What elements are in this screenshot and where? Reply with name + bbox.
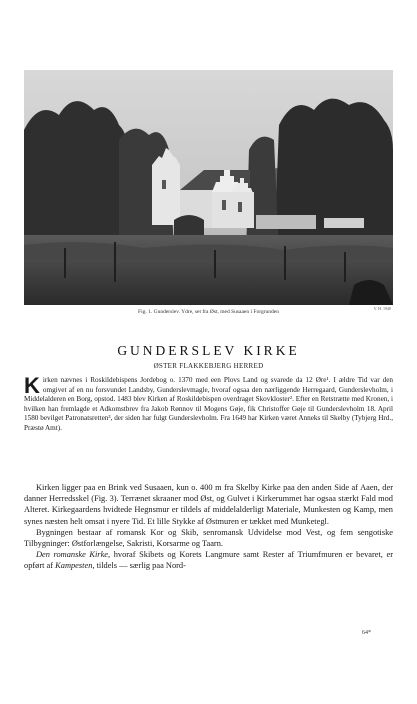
church-photo-image: [24, 70, 393, 305]
italic-term-1: Den romanske Kirke,: [36, 550, 111, 560]
page-number: 64*: [362, 630, 371, 636]
body-text: [24, 482, 393, 572]
intro-paragraph: [24, 373, 393, 433]
body-paragraph-3-mid: hvoraf Skibets og Korets Langmure samt Rester af Triumfmuren er bevaret, er opført af: [24, 550, 393, 571]
church-photo: [24, 70, 393, 305]
italic-term-2: Kampesten,: [55, 561, 95, 571]
body-paragraph-1: Kirken ligger paa en Brink ved Susaaen, kun o. 400 m fra Skelby Kirke paa den anden Side af Aaen, der danner Herredsskel (Fig. 3). Terrænet skraaner mod Øst, og Gulvet i Kirkerummet har ogsaa stærkt Fald mod Alteret. Kirkegaardens hvidtede Hegnsmur er tildels af middelalderligt Materiale, Munkesten og Kamp, men synes næsten helt omsat i nyere Tid. Et lille Stykke af Østmuren er tækket med Munketegl.: [24, 483, 393, 526]
intro-text: irken nævnes i Roskildebispens Jordebog o. 1370 med een Plovs Land og svarede da 12 Øre¹. I ældre Tid var den omgivet af en nu forsvundet Landsby, Gunderslevmagle, hvoraf ogsaa den nærliggende Herregaard, Gunderslevholm, i Middelalderen en Borg, opstod. 1483 blev Kirken af Roskildebispen overdraget Skovkloster². Efter en Retstrætte med Kronen, i hvilken han fremlagde et Adkomstbrev fra Jakob Rønnov til Mogens Gøje, fik Christoffer Gøje til Gunderslevholm 18. April 1580 bevilget Patronatsretten³, der siden har fulgt Gunderslevholm. Fra 1649 har Kirken været Anneks til Skelby (Tybjerg Hrd., Præstø Amt).: [24, 376, 393, 432]
caption-text: Fig. 1. Gunderslev. Ydre, set fra Øst, med Susaaen i Forgrunden: [138, 309, 279, 315]
drop-cap: K: [24, 373, 40, 398]
body-paragraph-2: Bygningen bestaar af romansk Kor og Skib, senromansk Udvidelse mod Vest, og fem sengotiske Tilbygninger: Østforlængelse, Sakristi, Korsarme og Taarn.: [24, 527, 393, 549]
page-title: GUNDERSLEV KIRKE: [117, 343, 300, 358]
body-paragraph-3: [24, 549, 393, 571]
body-paragraph-3-end: tildels — særlig paa Nord-: [94, 561, 186, 571]
photo-credit: V. H. 1940: [373, 306, 391, 311]
figure-caption: [24, 306, 393, 318]
page-subtitle: ØSTER FLAKKEBJERG HERRED: [153, 362, 264, 370]
